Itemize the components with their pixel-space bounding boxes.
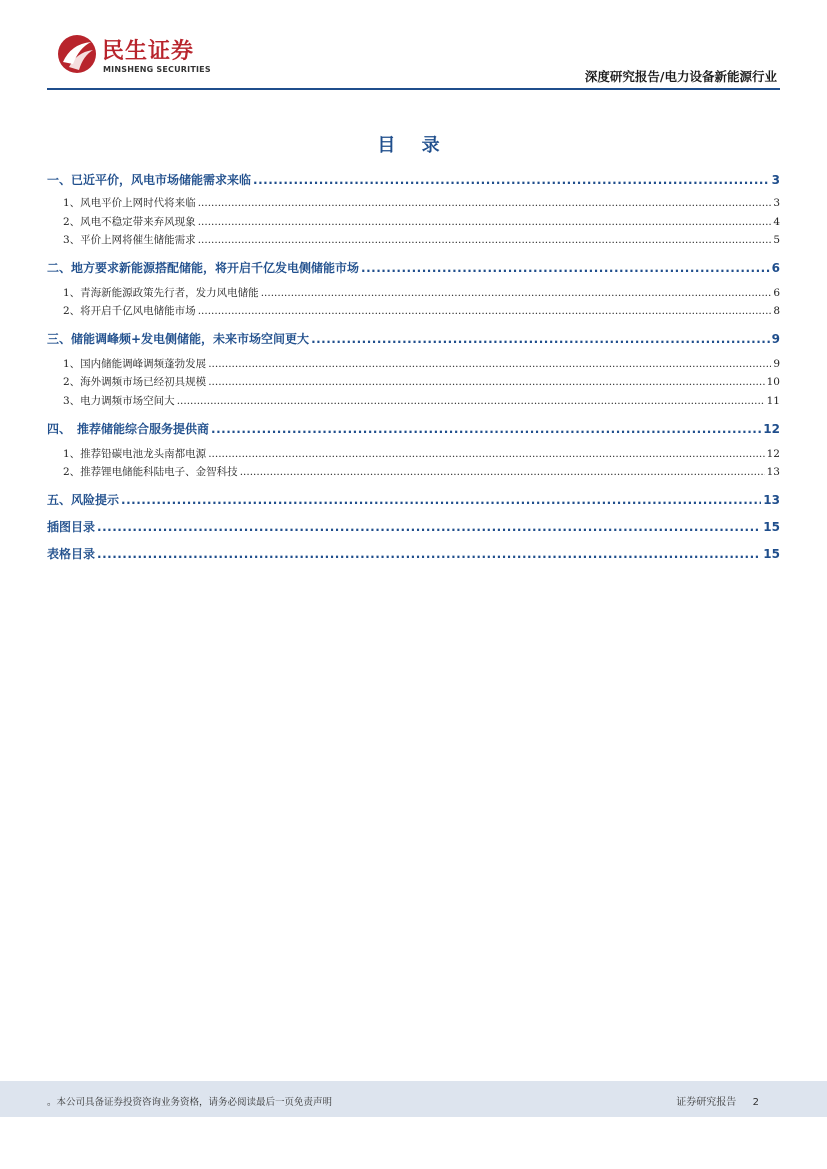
toc-entry-label: 插图目录 — [47, 520, 96, 534]
toc-entry-label: 3、平价上网将催生储能需求 — [63, 234, 196, 246]
footer-report-label-text: 证券研究报告 — [676, 1097, 737, 1108]
toc-title: 目 录 — [377, 135, 450, 156]
toc-entry-label: 2、将开启千亿风电储能市场 — [63, 305, 196, 317]
footer-report-label — [676, 1093, 759, 1108]
toc-entry-3-3[interactable] — [47, 393, 780, 408]
toc-entry-page: 3 — [771, 173, 780, 187]
toc-leader-dots — [97, 547, 761, 561]
toc-entry-page: 6 — [773, 287, 780, 299]
toc-entry-page: 9 — [773, 358, 780, 370]
toc-leader-dots — [208, 358, 771, 370]
toc-leader-dots — [253, 173, 770, 187]
toc-entry-section-1[interactable] — [47, 171, 780, 188]
toc-entry-2-2[interactable] — [47, 303, 780, 318]
toc-entry-label: 1、推荐铅碳电池龙头南都电源 — [63, 448, 207, 460]
toc-entry-label: 三、储能调峰频+发电侧储能，未来市场空间更大 — [47, 332, 310, 346]
logo-en-text: MINSHENG SECURITIES — [103, 65, 211, 74]
logo-cn-text: 民生证券 — [102, 39, 195, 64]
toc-entry-1-3[interactable] — [47, 232, 780, 247]
toc-entry-label: 3、电力调频市场空间大 — [63, 395, 175, 407]
minsheng-logo-icon — [57, 34, 97, 74]
report-type: 深度研究报告/电力设备新能源行业 — [584, 69, 777, 84]
toc-entry-tables[interactable] — [47, 545, 780, 562]
toc-entry-page: 3 — [773, 197, 780, 209]
toc-entry-page: 15 — [763, 547, 780, 561]
footer-disclaimer: 。本公司具备证券投资咨询业务资格，请务必阅读最后一页免责声明 — [47, 1097, 333, 1108]
toc-leader-dots — [240, 466, 765, 478]
toc-leader-dots — [198, 305, 772, 317]
footer-page-number: 2 — [752, 1097, 759, 1108]
toc-entry-section-4[interactable] — [47, 420, 780, 437]
toc-entry-page: 6 — [771, 261, 780, 275]
toc-entry-page: 13 — [766, 466, 780, 478]
toc-entry-1-1[interactable] — [47, 195, 780, 210]
toc-entry-label: 一、已近平价，风电市场储能需求来临 — [47, 173, 252, 187]
toc-leader-dots — [261, 287, 772, 299]
header-divider — [47, 88, 780, 90]
page-header — [47, 30, 779, 88]
toc-entry-label: 1、风电平价上网时代将来临 — [63, 197, 196, 209]
toc-entry-label: 2、风电不稳定带来弃风现象 — [63, 216, 196, 228]
toc-entry-label: 二、地方要求新能源搭配储能，将开启千亿发电侧储能市场 — [47, 261, 360, 275]
toc-entry-page: 5 — [773, 234, 780, 246]
toc-entry-page: 8 — [773, 305, 780, 317]
toc-leader-dots — [361, 261, 770, 275]
toc-entry-figures[interactable] — [47, 518, 780, 535]
toc-entry-label: 四、 推荐储能综合服务提供商 — [47, 422, 210, 436]
toc-entry-label: 1、国内储能调峰调频蓬勃发展 — [63, 358, 207, 370]
toc-entry-page: 15 — [763, 520, 780, 534]
toc-leader-dots — [97, 520, 761, 534]
toc-entry-section-2[interactable] — [47, 259, 780, 276]
toc-entry-section-5[interactable] — [47, 491, 780, 508]
company-logo — [57, 34, 257, 78]
toc-entry-label: 2、推荐锂电储能科陆电子、金智科技 — [63, 466, 238, 478]
toc-leader-dots — [208, 376, 764, 388]
toc-entry-4-2[interactable] — [47, 464, 780, 479]
toc-entry-page: 9 — [771, 332, 780, 346]
toc-entry-label: 1、青海新能源政策先行者，发力风电储能 — [63, 287, 259, 299]
toc-entry-page: 12 — [766, 448, 780, 460]
toc-entry-1-2[interactable] — [47, 214, 780, 229]
toc-leader-dots — [208, 448, 764, 460]
toc-leader-dots — [198, 197, 772, 209]
toc-entry-page: 13 — [763, 493, 780, 507]
toc-entry-4-1[interactable] — [47, 446, 780, 461]
toc-entry-page: 4 — [773, 216, 780, 228]
toc-entry-page: 12 — [763, 422, 780, 436]
toc-entry-label: 五、风险提示 — [47, 493, 120, 507]
toc-entry-3-2[interactable] — [47, 374, 780, 389]
toc-leader-dots — [311, 332, 770, 346]
toc-leader-dots — [198, 234, 772, 246]
toc-leader-dots — [121, 493, 761, 507]
toc-leader-dots — [211, 422, 761, 436]
toc-entry-label: 2、海外调频市场已经初具规模 — [63, 376, 207, 388]
toc-entry-section-3[interactable] — [47, 330, 780, 347]
toc-entry-2-1[interactable] — [47, 285, 780, 300]
toc-entry-label: 表格目录 — [47, 547, 96, 561]
page-footer — [0, 1081, 827, 1117]
toc-leader-dots — [177, 395, 765, 407]
toc-leader-dots — [198, 216, 772, 228]
toc-entry-3-1[interactable] — [47, 356, 780, 371]
toc-entry-page: 11 — [766, 395, 780, 407]
toc-entry-page: 10 — [766, 376, 780, 388]
